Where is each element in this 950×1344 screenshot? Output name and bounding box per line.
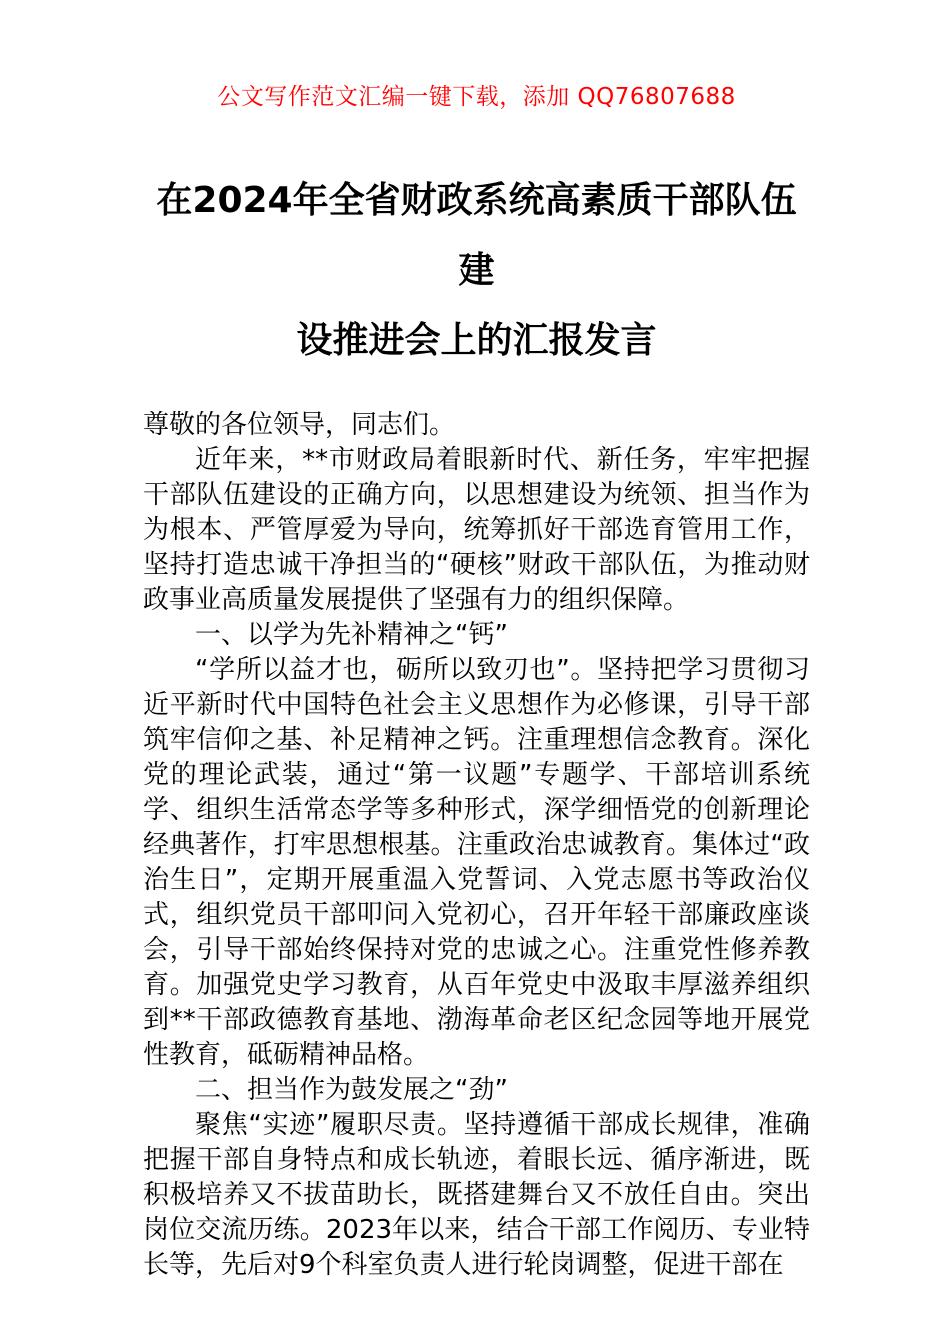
body-paragraph: 聚焦“实迹”履职尽责。坚持遵循干部成长规律，准确把握干部自身特点和成长轨迹，着眼长远、循序渐进，既积极培养又不拔苗助长，既搭建舞台又不放任自由。突出岗位交流历练。2023年以来，结合干部工作阅历、专业特长等，先后对9个科室负责人进行轮岗调整，促进干部在 [143,1110,810,1280]
document-title-line-2: 设推进会上的汇报发言 [296,320,657,361]
document-title [143,166,810,376]
document-title-line-1: 在2024年全省财政系统高素质干部队伍建 [156,180,797,291]
greeting-line: 尊敬的各位领导，同志们。 [143,410,456,440]
section-heading: 一、以学为先补精神之“钙” [195,620,508,650]
section-heading: 二、担当作为鼓发展之“劲” [195,1075,508,1105]
body-paragraph: “学所以益才也，砺所以致刃也”。坚持把学习贯彻习近平新时代中国特色社会主义思想作为必修课，引导干部筑牢信仰之基、补足精神之钙。注重理想信念教育。深化党的理论武装，通过“第一议题”专题学、干部培训系统学、组织生活常态学等多种形式，深学细悟党的创新理论经典著作，打牢思想根基。注重政治忠诚教育。集体过“政治生日”，定期开展重温入党誓词、入党志愿书等政治仪式，组织党员干部叩问入党初心，召开年轻干部廉政座谈会，引导干部始终保持对党的忠诚之心。注重党性修养教育。加强党史学习教育，从百年党史中汲取丰厚滋养组织到**干部政德教育基地、渤海革命老区纪念园等地开展党性教育，砥砺精神品格。 [143,655,810,1070]
promo-banner: 公文写作范文汇编一键下载，添加 QQ76807688 [217,84,736,110]
document-body [143,408,810,1283]
body-paragraph: 近年来，**市财政局着眼新时代、新任务，牢牢把握干部队伍建设的正确方向，以思想建设为统领、担当作为为根本、严管厚爱为导向，统筹抓好干部选育管用工作，坚持打造忠诚干净担当的“硬核”财政干部队伍，为推动财政事业高质量发展提供了坚强有力的组织保障。 [143,445,810,615]
